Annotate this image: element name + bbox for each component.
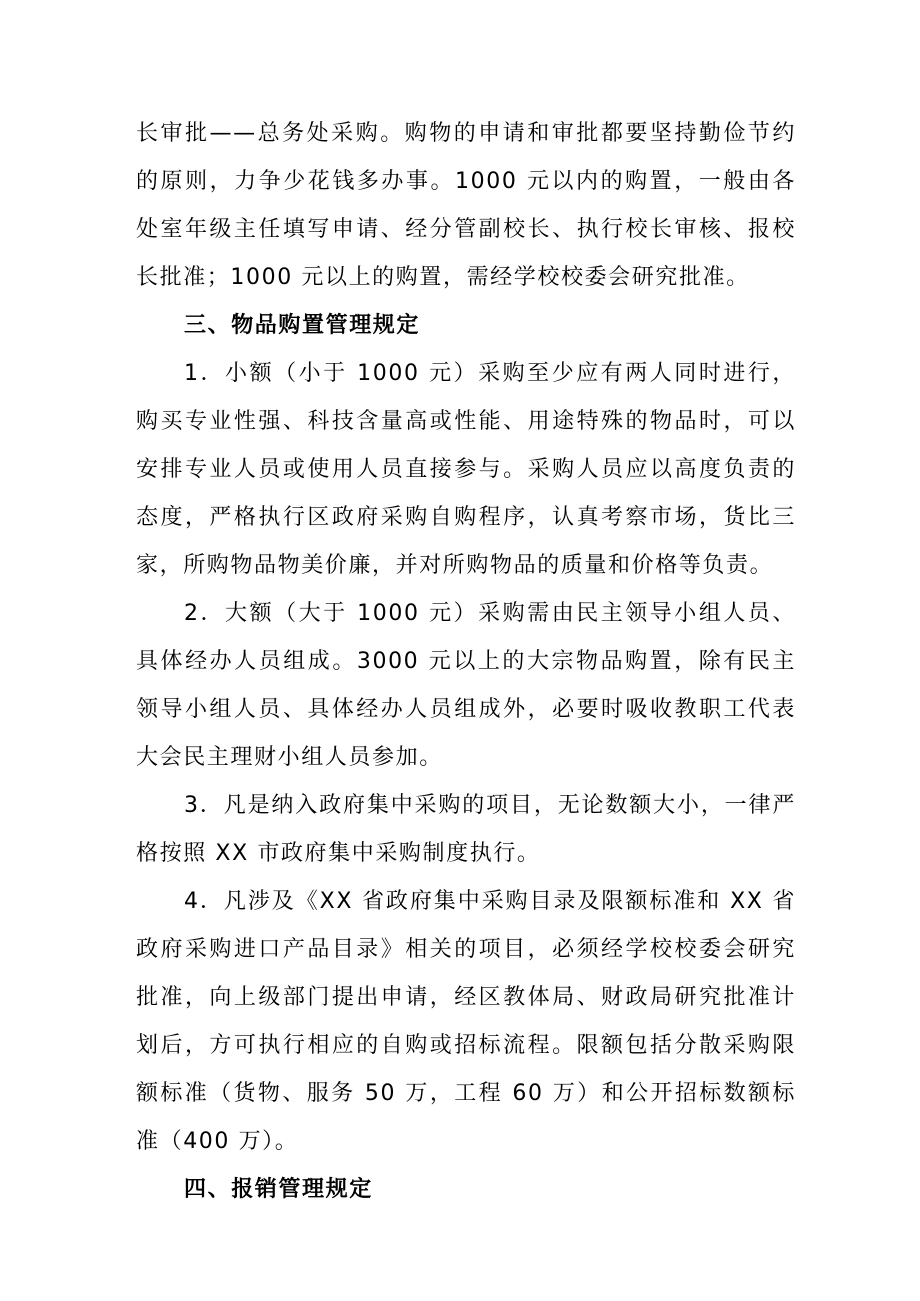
- document-body: [136, 110, 796, 1214]
- section-heading-3: 三、物品购置管理规定: [184, 313, 421, 338]
- list-item-2: 2．大额（大于 1000 元）采购需由民主领导小组人员、具体经办人员组成。3000 元以上的大宗物品购置，除有民主领导小组人员、具体经办人员组成外，必要时吸收教职工代表大会民主理财小组人员参加。: [136, 601, 796, 770]
- list-item-4: 4．凡涉及《XX 省政府集中采购目录及限额标准和 XX 省政府采购进口产品目录》相关的项目，必须经学校校委会研究批准，向上级部门提出申请，经区教体局、财政局研究批准计划后，方可执行相应的自购或招标流程。限额包括分散采购限额标准（货物、服务 50 万，工程 60 万）和公开招标数额标准（400 万）。: [136, 889, 796, 1154]
- list-item-3: 3．凡是纳入政府集中采购的项目，无论数额大小，一律严格按照 XX 市政府集中采购制度执行。: [136, 793, 796, 866]
- section-heading-4: 四、报销管理规定: [184, 1177, 373, 1202]
- list-item-1: 1．小额（小于 1000 元）采购至少应有两人同时进行，购买专业性强、科技含量高或性能、用途特殊的物品时，可以安排专业人员或使用人员直接参与。采购人员应以高度负责的态度，严格执行区政府采购自购程序，认真考察市场，货比三家，所购物品物美价廉，并对所购物品的质量和价格等负责。: [136, 361, 796, 578]
- paragraph-continuation: 长审批——总务处采购。购物的申请和审批都要坚持勤俭节约的原则，力争少花钱多办事。1000 元以内的购置，一般由各处室年级主任填写申请、经分管副校长、执行校长审核、报校长批准；1000 元以上的购置，需经学校校委会研究批准。: [136, 121, 796, 290]
